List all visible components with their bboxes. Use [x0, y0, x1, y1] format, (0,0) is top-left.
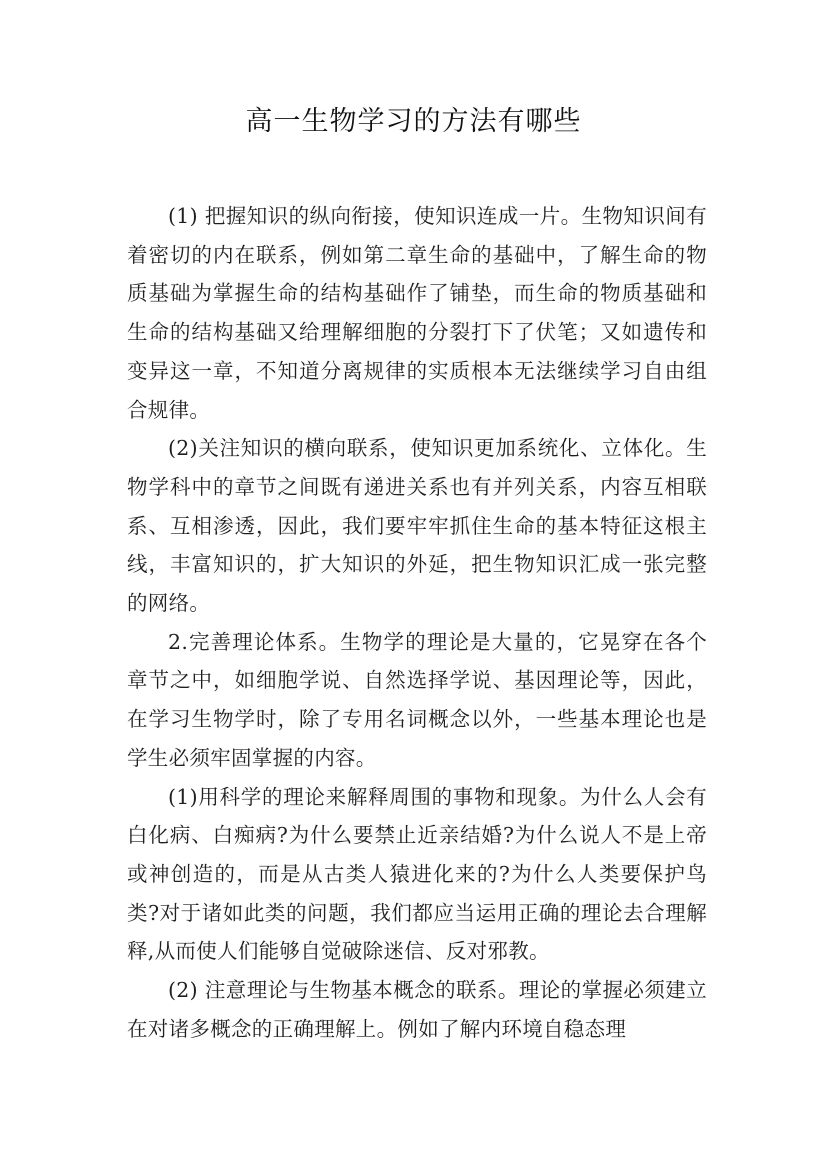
document-body	[127, 197, 707, 1048]
paragraph-3: 2.完善理论体系。生物学的理论是大量的，它晃穿在各个章节之中，如细胞学说、自然选择学说、基因理论等，因此，在学习生物学时，除了专用名词概念以外，一些基本理论也是学生必须牢固掌握的内容。	[127, 629, 707, 770]
paragraph-1: (1) 把握知识的纵向衔接，使知识连成一片。生物知识间有着密切的内在联系，例如第二章生命的基础中，了解生命的物质基础为掌握生命的结构基础作了铺垫，而生命的物质基础和生命的结构基础又给理解细胞的分裂打下了伏笔；又如遗传和变异这一章，不知道分离规律的实质根本无法继续学习自由组合规律。	[127, 204, 707, 422]
paragraph-5: (2) 注意理论与生物基本概念的联系。理论的掌握必须建立在对诸多概念的正确理解上。例如了解内环境自稳态理	[127, 978, 707, 1041]
document-title: 高一生物学习的方法有哪些	[245, 106, 582, 137]
paragraph-2: (2)关注知识的横向联系，使知识更加系统化、立体化。生物学科中的章节之间既有递进关系也有并列关系，内容互相联系、互相渗透，因此，我们要牢牢抓住生命的基本特征这根主线，丰富知识的，扩大知识的外延，把生物知识汇成一张完整的网络。	[127, 436, 707, 616]
paragraph-4: (1)用科学的理论来解释周围的事物和现象。为什么人会有白化病、白痴病?为什么要禁止近亲结婚?为什么说人不是上帝或神创造的，而是从古类人猿进化来的?为什么人类要保护鸟类?对于诸如此类的问题，我们都应当运用正确的理论去合理解释,从而使人们能够自觉破除迷信、反对邪教。	[127, 784, 707, 964]
